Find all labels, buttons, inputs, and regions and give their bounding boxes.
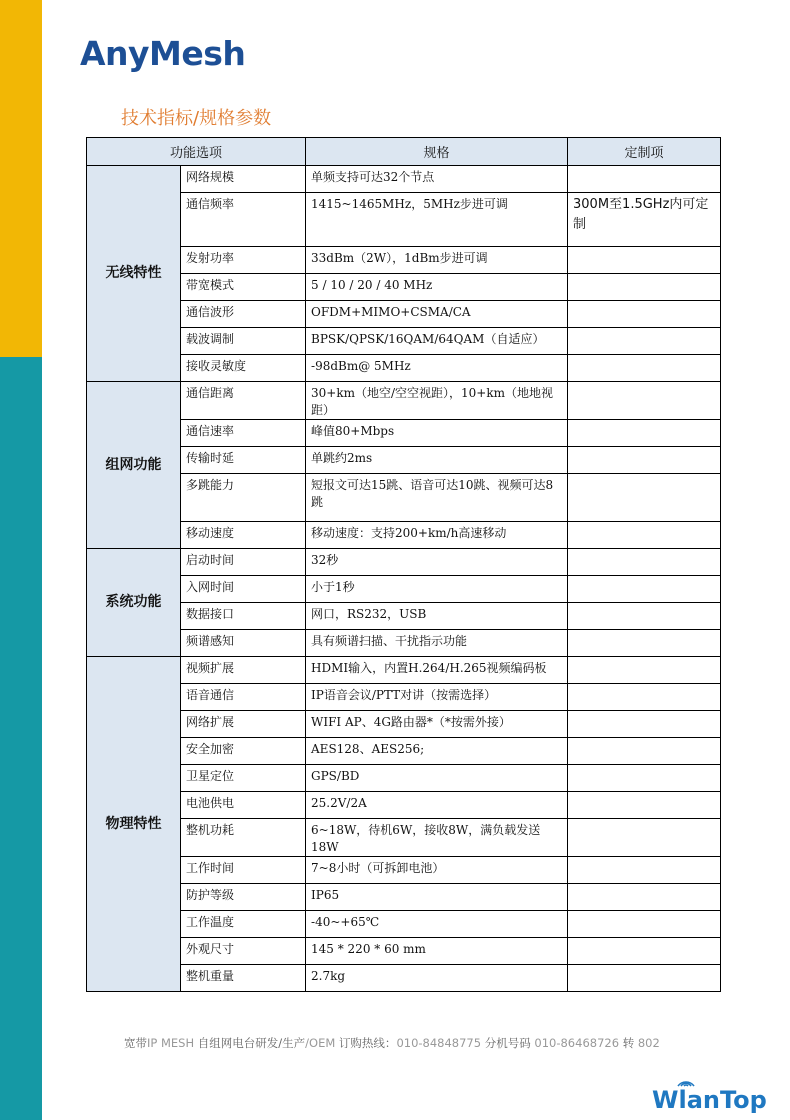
spec-cell: IP65 — [306, 884, 568, 911]
table-row — [87, 765, 721, 792]
feature-cell: 工作温度 — [181, 911, 306, 938]
table-row — [87, 420, 721, 447]
table-row — [87, 792, 721, 819]
custom-cell — [568, 711, 721, 738]
spec-cell: 单跳约2ms — [306, 447, 568, 474]
feature-cell: 通信距离 — [181, 382, 306, 420]
spec-cell: 30+km（地空/空空视距），10+km（地地视距） — [306, 382, 568, 420]
spec-cell: IP语音会议/PTT对讲（按需选择） — [306, 684, 568, 711]
spec-cell: 6~18W，待机6W，接收8W，满负载发送18W — [306, 819, 568, 857]
footer-phone: 010-84848775 — [396, 1036, 482, 1050]
spec-cell: -98dBm@ 5MHz — [306, 355, 568, 382]
feature-cell: 工作时间 — [181, 857, 306, 884]
spec-cell: 5 / 10 / 20 / 40 MHz — [306, 274, 568, 301]
footer-text: 订购热线： — [338, 1036, 397, 1050]
custom-cell — [568, 938, 721, 965]
custom-cell — [568, 474, 721, 522]
custom-cell — [568, 247, 721, 274]
spec-cell: 145 * 220 * 60 mm — [306, 938, 568, 965]
group-label: 无线特性 — [87, 166, 181, 382]
footer-text: 转 — [622, 1036, 635, 1050]
feature-cell: 接收灵敏度 — [181, 355, 306, 382]
spec-cell: 峰值80+Mbps — [306, 420, 568, 447]
custom-cell — [568, 301, 721, 328]
table-row — [87, 819, 721, 857]
table-row — [87, 549, 721, 576]
table-row — [87, 474, 721, 522]
custom-cell — [568, 792, 721, 819]
spec-cell: -40~+65℃ — [306, 911, 568, 938]
spec-cell: BPSK/QPSK/16QAM/64QAM（自适应） — [306, 328, 568, 355]
footer-contact — [124, 1035, 660, 1051]
custom-cell — [568, 657, 721, 684]
table-row — [87, 738, 721, 765]
footer-text: 分机号码 — [484, 1036, 531, 1050]
feature-cell: 整机功耗 — [181, 819, 306, 857]
footer-text: /OEM — [305, 1036, 336, 1050]
feature-cell: 通信频率 — [181, 193, 306, 247]
custom-cell: 300M至1.5GHz内可定制 — [568, 193, 721, 247]
spec-cell: HDMI输入，内置H.264/H.265视频编码板 — [306, 657, 568, 684]
custom-cell — [568, 965, 721, 992]
feature-cell: 通信波形 — [181, 301, 306, 328]
custom-cell — [568, 738, 721, 765]
anymesh-logo: AnyMesh — [80, 34, 246, 73]
feature-cell: 入网时间 — [181, 576, 306, 603]
custom-cell — [568, 684, 721, 711]
spec-cell: 1415~1465MHz，5MHz步进可调 — [306, 193, 568, 247]
header-spec: 规格 — [306, 138, 568, 166]
spec-table-body — [87, 166, 721, 992]
side-stripe-teal — [0, 357, 42, 1120]
table-row — [87, 355, 721, 382]
spec-cell: AES128、AES256; — [306, 738, 568, 765]
feature-cell: 传输时延 — [181, 447, 306, 474]
custom-cell — [568, 355, 721, 382]
custom-cell — [568, 166, 721, 193]
custom-cell — [568, 522, 721, 549]
footer-extension: 802 — [637, 1036, 660, 1050]
table-row — [87, 382, 721, 420]
spec-cell: WIFI AP、4G路由器*（*按需外接） — [306, 711, 568, 738]
spec-cell: 小于1秒 — [306, 576, 568, 603]
header-custom: 定制项 — [568, 138, 721, 166]
custom-cell — [568, 274, 721, 301]
feature-cell: 整机重量 — [181, 965, 306, 992]
feature-cell: 带宽模式 — [181, 274, 306, 301]
section-title: 技术指标/规格参数 — [121, 108, 272, 129]
custom-cell — [568, 630, 721, 657]
feature-cell: 外观尺寸 — [181, 938, 306, 965]
feature-cell: 移动速度 — [181, 522, 306, 549]
feature-cell: 卫星定位 — [181, 765, 306, 792]
spec-cell: 移动速度：支持200+km/h高速移动 — [306, 522, 568, 549]
spec-cell: 单频支持可达32个节点 — [306, 166, 568, 193]
wlantop-logo: WlanTop — [652, 1086, 767, 1114]
feature-cell: 频谱感知 — [181, 630, 306, 657]
table-row — [87, 447, 721, 474]
custom-cell — [568, 382, 721, 420]
table-row — [87, 911, 721, 938]
spec-cell: 2.7kg — [306, 965, 568, 992]
table-header-row — [87, 138, 721, 166]
table-row — [87, 166, 721, 193]
custom-cell — [568, 765, 721, 792]
footer-text: 自组网电台研发/生产 — [197, 1036, 306, 1050]
feature-cell: 防护等级 — [181, 884, 306, 911]
custom-cell — [568, 911, 721, 938]
custom-cell — [568, 420, 721, 447]
feature-cell: 数据接口 — [181, 603, 306, 630]
table-row — [87, 711, 721, 738]
table-row — [87, 657, 721, 684]
spec-cell: 具有频谱扫描、干扰指示功能 — [306, 630, 568, 657]
spec-cell: 网口，RS232，USB — [306, 603, 568, 630]
footer-phone: 010-86468726 — [534, 1036, 620, 1050]
spec-cell: GPS/BD — [306, 765, 568, 792]
feature-cell: 网络扩展 — [181, 711, 306, 738]
feature-cell: 载波调制 — [181, 328, 306, 355]
table-row — [87, 522, 721, 549]
spec-cell: 32秒 — [306, 549, 568, 576]
table-row — [87, 328, 721, 355]
feature-cell: 通信速率 — [181, 420, 306, 447]
feature-cell: 发射功率 — [181, 247, 306, 274]
custom-cell — [568, 603, 721, 630]
header-feature: 功能选项 — [87, 138, 306, 166]
table-row — [87, 301, 721, 328]
feature-cell: 网络规模 — [181, 166, 306, 193]
table-row — [87, 274, 721, 301]
custom-cell — [568, 857, 721, 884]
feature-cell: 电池供电 — [181, 792, 306, 819]
table-row — [87, 576, 721, 603]
wifi-signal-icon — [676, 1073, 696, 1087]
custom-cell — [568, 576, 721, 603]
group-label: 组网功能 — [87, 382, 181, 549]
group-label: 物理特性 — [87, 657, 181, 992]
table-row — [87, 630, 721, 657]
spec-cell: 短报文可达15跳、语音可达10跳、视频可达8跳 — [306, 474, 568, 522]
footer-text: 宽带 — [124, 1036, 147, 1050]
feature-cell: 启动时间 — [181, 549, 306, 576]
custom-cell — [568, 328, 721, 355]
feature-cell: 多跳能力 — [181, 474, 306, 522]
spec-cell: OFDM+MIMO+CSMA/CA — [306, 301, 568, 328]
custom-cell — [568, 884, 721, 911]
custom-cell — [568, 549, 721, 576]
table-row — [87, 603, 721, 630]
spec-cell: 7~8小时（可拆卸电池） — [306, 857, 568, 884]
spec-cell: 33dBm（2W），1dBm步进可调 — [306, 247, 568, 274]
custom-cell — [568, 447, 721, 474]
feature-cell: 语音通信 — [181, 684, 306, 711]
feature-cell: 安全加密 — [181, 738, 306, 765]
spec-table — [86, 137, 721, 992]
table-row — [87, 965, 721, 992]
custom-cell — [568, 819, 721, 857]
side-stripe-yellow — [0, 0, 42, 357]
table-row — [87, 884, 721, 911]
feature-cell: 视频扩展 — [181, 657, 306, 684]
spec-cell: 25.2V/2A — [306, 792, 568, 819]
table-row — [87, 193, 721, 247]
table-row — [87, 247, 721, 274]
footer-text: IP MESH — [147, 1036, 195, 1050]
table-row — [87, 857, 721, 884]
table-row — [87, 938, 721, 965]
group-label: 系统功能 — [87, 549, 181, 657]
table-row — [87, 684, 721, 711]
